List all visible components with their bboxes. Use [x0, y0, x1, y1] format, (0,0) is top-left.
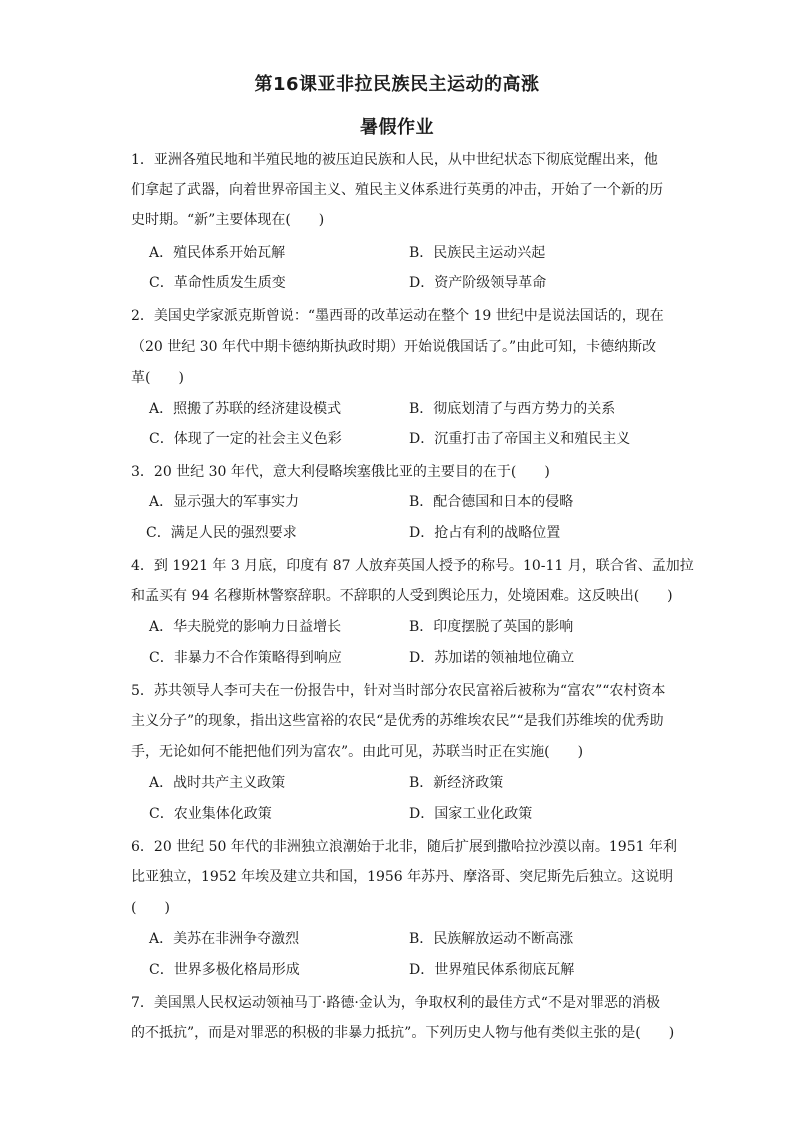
- question-7-line-2: 的不抵抗”，而是对罪恶的积极的非暴力抵抗”。下列历史人物与他有类似主张的是( ): [131, 1025, 675, 1041]
- question-2-option-c[interactable]: C．体现了一定的社会主义色彩: [149, 431, 342, 447]
- question-6-option-c[interactable]: C．世界多极化格局形成: [149, 962, 300, 978]
- question-6-line-3: ( ): [131, 900, 170, 916]
- lesson-title: 第16课亚非拉民族民主运动的高涨: [254, 74, 540, 95]
- question-1-option-d[interactable]: D．资产阶级领导革命: [409, 275, 547, 291]
- question-5-line-1: 5．苏共领导人李可夫在一份报告中，针对当时部分农民富裕后被称为“富农”“农村资本: [131, 683, 666, 699]
- question-2-line-3: 革( ): [131, 370, 184, 386]
- question-3-option-a[interactable]: A．显示强大的军事实力: [149, 494, 300, 510]
- question-3-option-c[interactable]: C．满足人民的强烈要求: [146, 525, 297, 541]
- question-5-option-a[interactable]: A．战时共产主义政策: [149, 775, 286, 791]
- question-1-option-c[interactable]: C．革命性质发生质变: [149, 275, 286, 291]
- question-5-line-2: 主义分子”的现象，指出这些富裕的农民“是优秀的苏维埃农民”“是我们苏维埃的优秀助: [131, 713, 664, 729]
- question-4-option-b[interactable]: B．印度摆脱了英国的影响: [409, 619, 574, 635]
- question-5-line-3: 手，无论如何不能把他们列为富农”。由此可见，苏联当时正在实施( ): [131, 744, 584, 760]
- question-1-line-3: 史时期。“新”主要体现在( ): [131, 212, 325, 228]
- question-6-option-d[interactable]: D．世界殖民体系彻底瓦解: [409, 962, 575, 978]
- question-2-option-d[interactable]: D．沉重打击了帝国主义和殖民主义: [409, 431, 631, 447]
- question-1-option-b[interactable]: B．民族民主运动兴起: [409, 245, 546, 261]
- question-3-option-d[interactable]: D．抢占有利的战略位置: [409, 525, 561, 541]
- question-5-option-b[interactable]: B．新经济政策: [409, 775, 504, 791]
- question-3-option-b[interactable]: B．配合德国和日本的侵略: [409, 494, 574, 510]
- question-2-line-2: （20 世纪 30 年代中期卡德纳斯执政时期）开始说俄国话了。”由此可知，卡德纳斯改: [131, 339, 657, 355]
- question-2-option-b[interactable]: B．彻底划清了与西方势力的关系: [409, 401, 616, 417]
- question-1-line-2: 们拿起了武器，向着世界帝国主义、殖民主义体系进行英勇的冲击，开始了一个新的历: [131, 182, 663, 198]
- question-4-option-c[interactable]: C．非暴力不合作策略得到响应: [149, 650, 342, 666]
- question-6-option-b[interactable]: B．民族解放运动不断高涨: [409, 931, 574, 947]
- question-4-line-1: 4．到 1921 年 3 月底，印度有 87 人放弃英国人授予的称号。10-11 月，联合省、孟加拉: [131, 558, 694, 574]
- question-2-line-1: 2．美国史学家派克斯曾说：“墨西哥的改革运动在整个 19 世纪中是说法国话的，现在: [131, 308, 664, 324]
- question-6-line-2: 比亚独立，1952 年埃及建立共和国，1956 年苏丹、摩洛哥、突尼斯先后独立。这说明: [131, 869, 674, 885]
- question-7-line-1: 7．美国黑人民权运动领袖马丁·路德·金认为，争取权利的最佳方式“不是对罪恶的消极: [131, 995, 660, 1011]
- question-4-option-a[interactable]: A．华夫脱党的影响力日益增长: [149, 619, 342, 635]
- question-4-line-2: 和孟买有 94 名穆斯林警察辞职。不辞职的人受到舆论压力，处境困难。这反映出( ): [131, 588, 673, 604]
- question-6-option-a[interactable]: A．美苏在非洲争夺激烈: [149, 931, 300, 947]
- question-2-option-a[interactable]: A．照搬了苏联的经济建设模式: [149, 401, 342, 417]
- question-1-option-a[interactable]: A．殖民体系开始瓦解: [149, 245, 286, 261]
- question-4-option-d[interactable]: D．苏加诺的领袖地位确立: [409, 650, 575, 666]
- question-5-option-c[interactable]: C．农业集体化政策: [149, 806, 272, 822]
- homework-subtitle: 暑假作业: [360, 117, 434, 138]
- question-6-line-1: 6．20 世纪 50 年代的非洲独立浪潮始于北非，随后扩展到撒哈拉沙漠以南。1951 年利: [131, 839, 677, 855]
- question-3-line-1: 3．20 世纪 30 年代，意大利侵略埃塞俄比亚的主要目的在于( ): [131, 464, 550, 480]
- question-5-option-d[interactable]: D．国家工业化政策: [409, 806, 533, 822]
- question-1-line-1: 1．亚洲各殖民地和半殖民地的被压迫民族和人民，从中世纪状态下彻底觉醒出来，他: [131, 152, 658, 168]
